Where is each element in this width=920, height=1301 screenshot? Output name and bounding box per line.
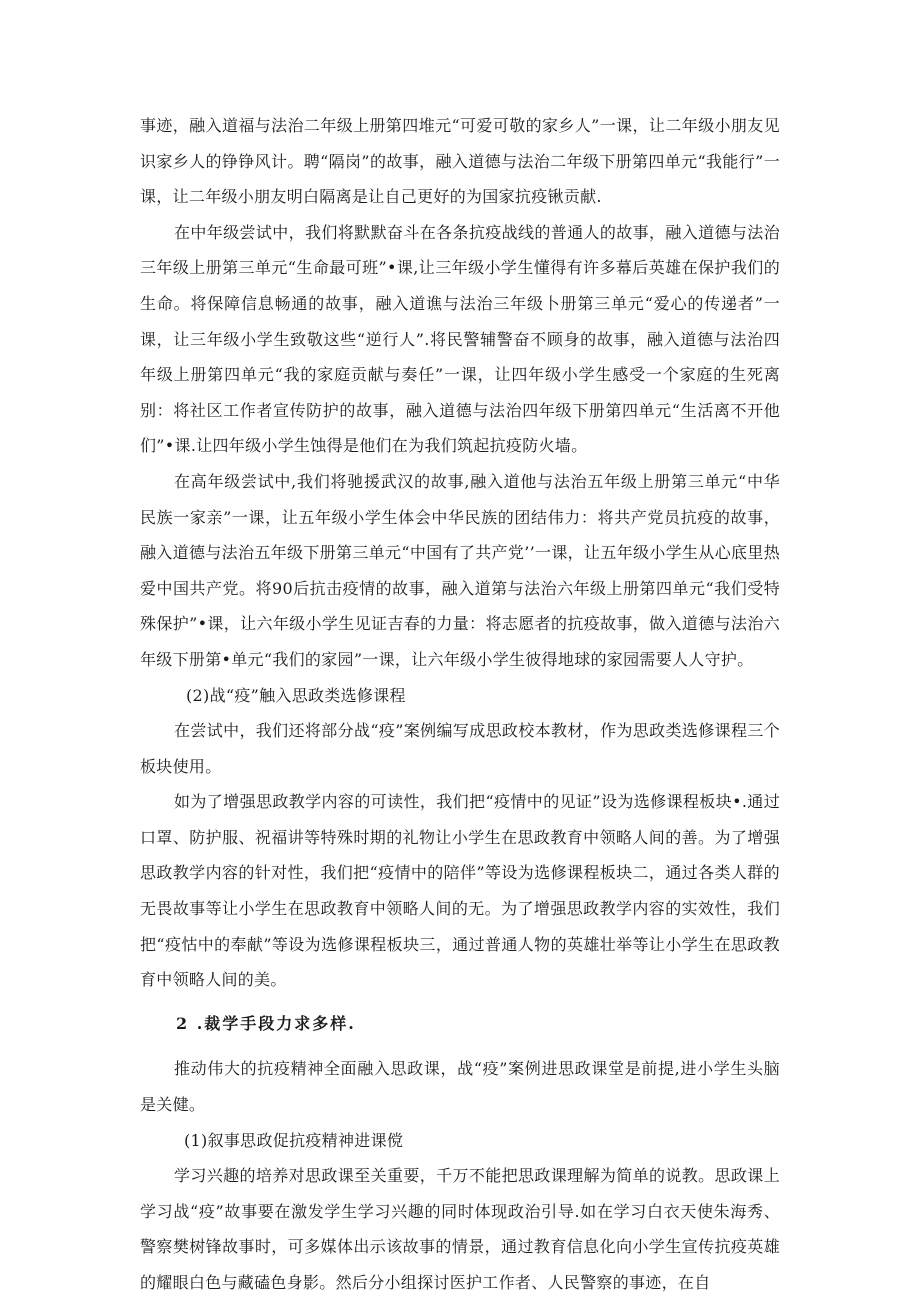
subheading-narrative-teaching: (1)叙事思政促抗疫精神进课傥 xyxy=(184,1130,404,1150)
body-paragraph: 推动伟大的抗疫精神全面融入思政课，战“疫”案例进思政课堂是前提,进小学生头脑是关健。 xyxy=(140,1059,780,1115)
body-paragraph: 事迹，融入道福与法治二年级上册第四堆元“可爱可敬的家乡人”一课，让二年级小朋友见识家乡人的铮铮风计。聘“隔岗”的故事，融入道德与法治二年级下册第四单元“我能行”一课，让二年级小朋友明白隔离是让自己更好的为国家抗疫锹贡献. xyxy=(140,116,780,207)
document-page xyxy=(140,108,780,1301)
body-paragraph: 如为了增强思政教学内容的可读性，我们把“疫情中的见证”设为选修课程板块•.通过口罩、防护服、祝福讲等特殊时期的礼物让小学生在思政教育中领略人间的善。为了增强思政教学内容的针对性，我们把“疫情中的陪伴”等设为选修课程板块二，通过各类人群的无畏故事等让小学生在思政教育中领略人间的无。为了增强思政教学内容的实效性，我们把“疫怙中的奉献”等设为选修课程板块三，通过普通人物的英雄壮举等让小学生在思政教育中领略人间的美。 xyxy=(140,792,780,990)
section-heading-teaching-methods: 2 .裁学手段力求多样. xyxy=(176,1013,356,1033)
body-paragraph: 在中年级尝试中，我们将默默奋斗在各条抗疫战线的普通人的故事，融入道德与法治三年级上册第三单元“生命最可班”•课,让三年级小学生懂得有许多幕后英雄在保护我们的生命。将保障信息畅通的故事，融入道谯与法治三年级卜册第三单元“爱心的传递者”一课，让三年级小学生致敬这些“逆行人”.将民警辅警奋不顾身的故事，融入道德与法治四年级上册第四单元“我的家庭贡献与奏任”一课，让四年级小学生感受一个家庭的生死离别：将社区工作者宣传防护的故事，融入道德与法治四年级下册第四单元“生活离不开他们”•课.让四年级小学生蚀得是他们在为我们筑起抗疫防火墙。 xyxy=(140,222,780,456)
body-paragraph: 学习兴趣的培养对思政课至关重要，千万不能把思政课理解为简单的说教。思政课上学习战“疫”故事要在激发学生学习兴趣的同时体现政治引导.如在学习白衣天使朱海秀、警察樊树锋故事时，可多媒体出示该故事的情景，通过教育信息化向小学生宣传抗疫英雄的耀眼白色与藏磕色身影。然后分小组探讨医护工作者、人民警察的事迹，在自 xyxy=(140,1166,780,1292)
subheading-elective-courses: (2)战“疫”触入思政类选修课程 xyxy=(186,685,406,705)
body-paragraph: 在高年级尝试中,我们将驰援武汉的故事,融入道他与法治五年级上册第三单元“中华民族一家亲”一课，让五年级小学生体会中华民族的团结伟力：将共产党员抗疫的故事，融入道德与法治五年级下册第三单元“中国有了共产党’’一课，让五年级小学生从心底里热爱中国共产党。将90后抗击疫情的故事，融入道第与法治六年级上册第四单元“我们受特殊保护”•课，让六年级小学生见证吉春的力量：将志愿者的抗疫故事，做入道德与法治六年级下册第•单元“我们的家园”一课，让六年级小学生彼得地球的家园需要人人守护。 xyxy=(140,471,780,669)
body-paragraph: 在尝试中，我们还将部分战“疫”案例编写成思政校本教材，作为思政类选修课程三个板块使用。 xyxy=(140,721,780,776)
